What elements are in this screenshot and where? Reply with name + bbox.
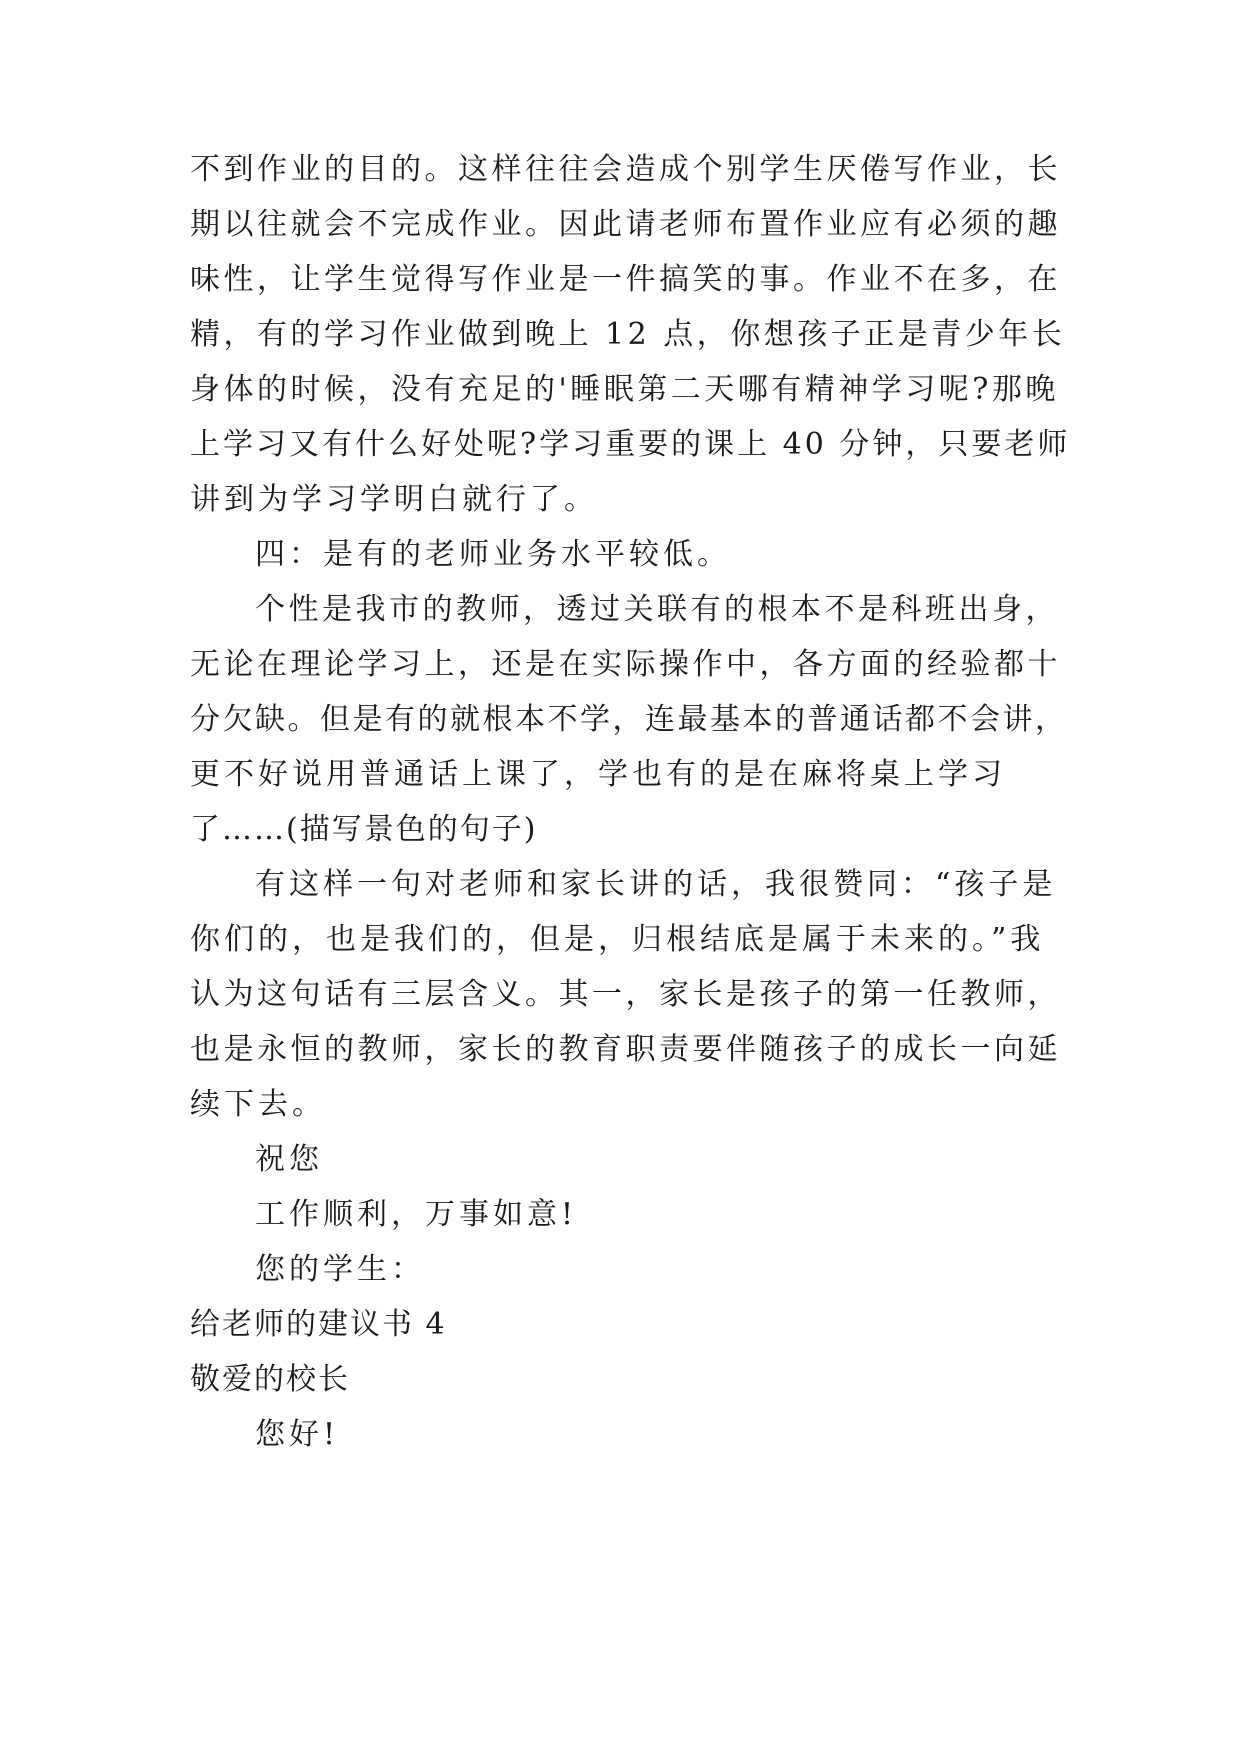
body-text-line: 也是永恒的教师，家长的教育职责要伴随孩子的成长一向延: [190, 1032, 1061, 1067]
body-text-line: 了……(描写景色的句子): [190, 812, 538, 847]
letter-title: 给老师的建议书 4: [190, 1307, 447, 1342]
body-text-line: 讲到为学习学明白就行了。: [190, 482, 598, 517]
signature-line: 您的学生：: [255, 1252, 425, 1287]
closing-greeting: 祝您: [255, 1142, 323, 1177]
body-text-line: 个性是我市的教师，透过关联有的根本不是科班出身，: [255, 592, 1059, 627]
body-text-line: 有这样一句对老师和家长讲的话，我很赞同：“孩子是: [255, 867, 1057, 902]
body-text-line: 上学习又有什么好处呢?学习重要的课上 40 分钟，只要老师: [190, 427, 1071, 462]
body-text-line: 无论在理论学习上，还是在实际操作中，各方面的经验都十: [190, 647, 1061, 682]
body-text-line: 身体的时候，没有充足的'睡眠第二天哪有精神学习呢?那晚: [190, 372, 1059, 407]
body-text-line: 味性，让学生觉得写作业是一件搞笑的事。作业不在多，在: [190, 262, 1061, 297]
greeting-line: 您好!: [255, 1417, 340, 1452]
body-text-line: 你们的，也是我们的，但是，归根结底是属于未来的。”我: [190, 922, 1045, 957]
body-text-line: 不到作业的目的。这样往往会造成个别学生厌倦写作业，长: [190, 152, 1061, 187]
salutation: 敬爱的校长: [190, 1362, 350, 1397]
body-text-line: 更不好说用普通话上课了，学也有的是在麻将桌上学习: [190, 757, 1006, 792]
body-text-line: 续下去。: [190, 1087, 326, 1122]
closing-wish: 工作顺利，万事如意!: [255, 1197, 578, 1232]
section-heading-line: 四：是有的老师业务水平较低。: [255, 537, 731, 572]
body-text-line: 分欠缺。但是有的就根本不学，连最基本的普通话都不会讲，: [190, 702, 1068, 737]
body-text-line: 期以往就会不完成作业。因此请老师布置作业应有必须的趣: [190, 207, 1061, 242]
body-text-line: 认为这句话有三层含义。其一，家长是孩子的第一任教师，: [190, 977, 1061, 1012]
body-text-line: 精，有的学习作业做到晚上 12 点，你想孩子正是青少年长: [190, 317, 1066, 352]
